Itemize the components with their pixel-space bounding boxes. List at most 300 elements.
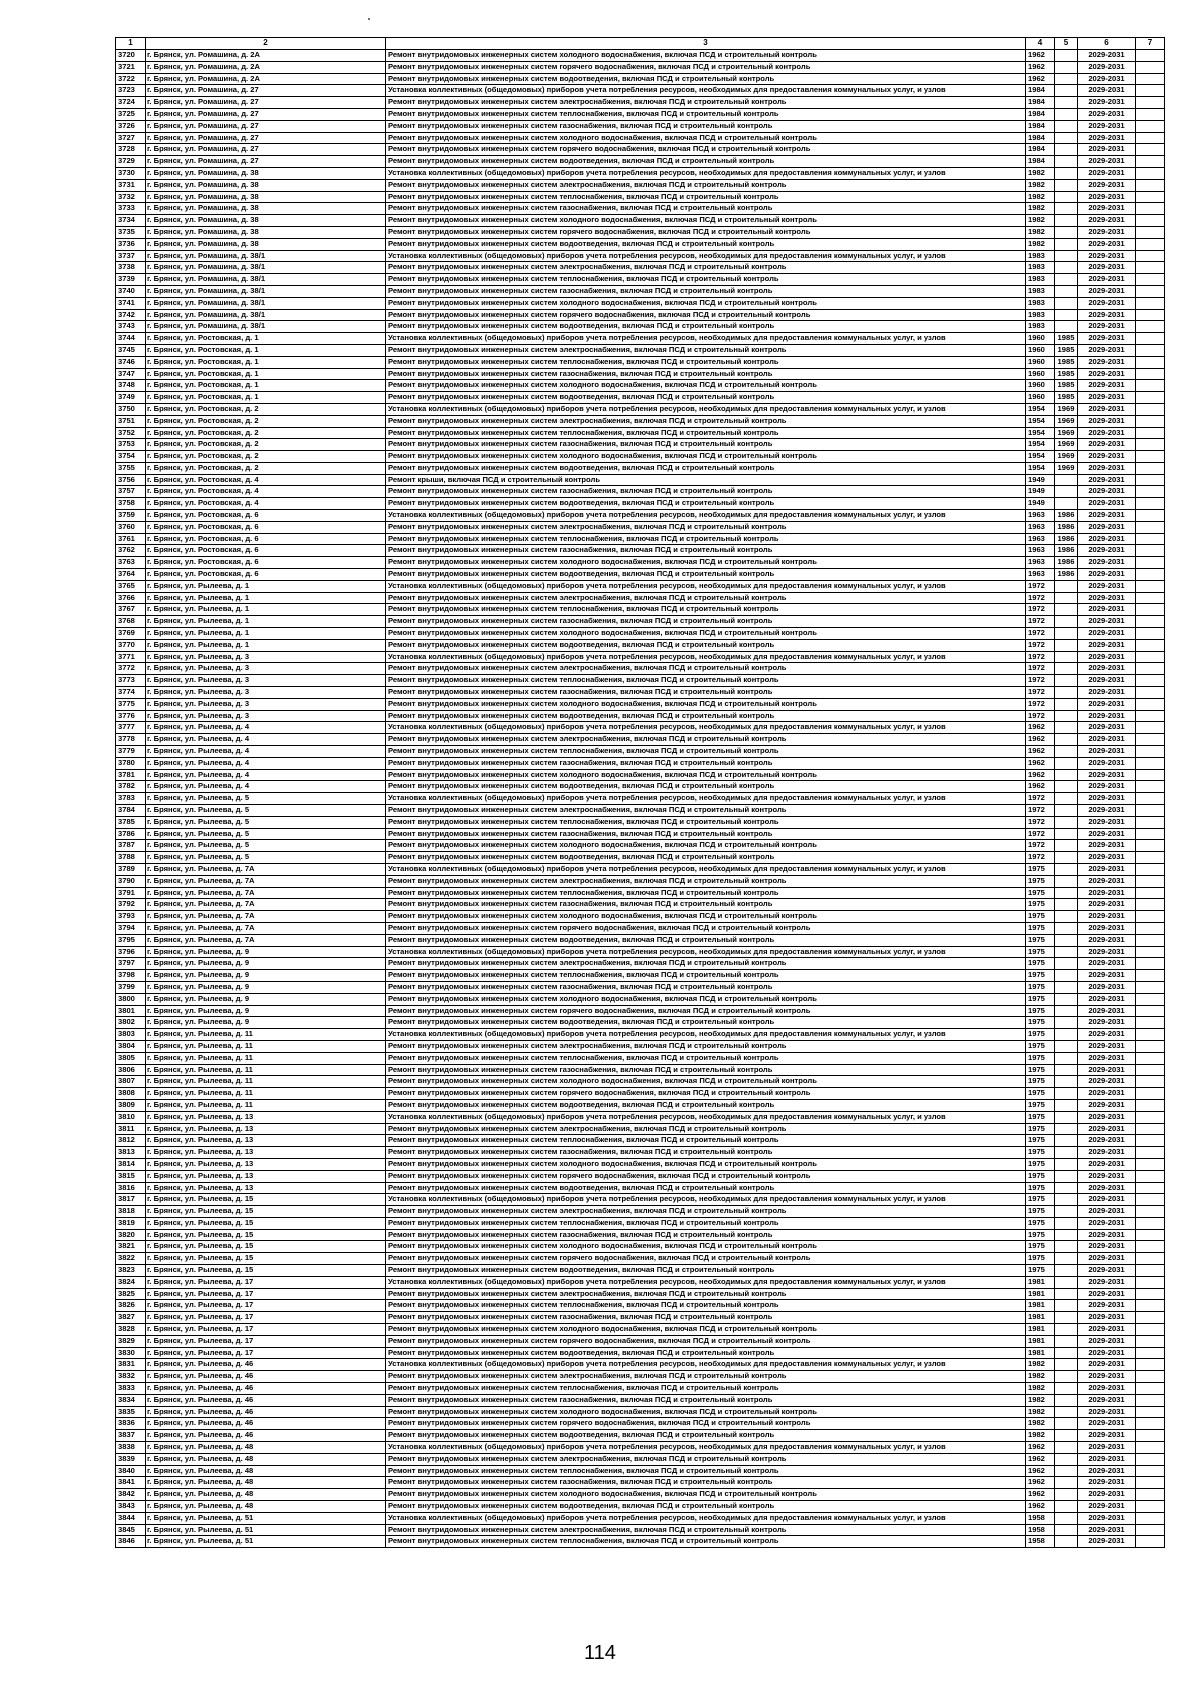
table-cell: 3812	[116, 1135, 146, 1147]
table-cell	[1055, 757, 1078, 769]
table-cell	[1136, 1135, 1165, 1147]
column-header: 5	[1055, 38, 1078, 50]
table-cell: 1972	[1026, 687, 1055, 699]
table-row	[116, 875, 1165, 887]
table-cell	[1136, 1477, 1165, 1489]
table-cell: 1986	[1055, 569, 1078, 581]
table-cell: г. Брянск, ул. Ромашина, д. 38	[146, 191, 386, 203]
table-row	[116, 521, 1165, 533]
table-cell	[1136, 1099, 1165, 1111]
table-cell: 3770	[116, 639, 146, 651]
table-cell: Ремонт внутридомовых инженерных систем горячего водоснабжения, включая ПСД и строительный контроль	[386, 1005, 1026, 1017]
table-cell	[1136, 533, 1165, 545]
table-cell	[1136, 899, 1165, 911]
table-cell: Ремонт внутридомовых инженерных систем холодного водоснабжения, включая ПСД и строительный контроль	[386, 1406, 1026, 1418]
table-cell	[1055, 1477, 1078, 1489]
table-cell	[1136, 816, 1165, 828]
table-row	[116, 533, 1165, 545]
table-cell: 3814	[116, 1158, 146, 1170]
table-cell	[1055, 1501, 1078, 1513]
table-row	[116, 1182, 1165, 1194]
table-cell	[1055, 486, 1078, 498]
table-row	[116, 297, 1165, 309]
table-cell	[1055, 1005, 1078, 1017]
table-cell	[1136, 922, 1165, 934]
table-row	[116, 1052, 1165, 1064]
table-row	[116, 333, 1165, 345]
table-cell: 1982	[1026, 238, 1055, 250]
table-cell: г. Брянск, ул. Рылеева, д. 13	[146, 1170, 386, 1182]
table-cell: 1975	[1026, 1265, 1055, 1277]
table-cell	[1055, 1123, 1078, 1135]
table-cell: 1981	[1026, 1288, 1055, 1300]
table-row	[116, 1194, 1165, 1206]
table-row	[116, 663, 1165, 675]
table-cell	[1136, 1229, 1165, 1241]
table-cell: 3800	[116, 993, 146, 1005]
table-cell: г. Брянск, ул. Ромашина, д. 38/1	[146, 250, 386, 262]
table-cell: Установка коллективных (общедомовых) приборов учета потребления ресурсов, необходимых для предоставления коммунальных услуг, и узлов	[386, 1194, 1026, 1206]
table-cell: 1975	[1026, 1052, 1055, 1064]
table-cell	[1136, 356, 1165, 368]
table-cell: 3720	[116, 50, 146, 62]
table-row	[116, 1453, 1165, 1465]
table-cell: 1985	[1055, 356, 1078, 368]
table-cell: 1972	[1026, 651, 1055, 663]
table-cell	[1136, 981, 1165, 993]
table-cell: г. Брянск, ул. Ростовская, д. 6	[146, 510, 386, 522]
table-cell: 1962	[1026, 769, 1055, 781]
table-cell: 3831	[116, 1359, 146, 1371]
table-cell: г. Брянск, ул. Рылеева, д. 15	[146, 1253, 386, 1265]
table-cell: 2029-2031	[1078, 498, 1136, 510]
table-cell: 1975	[1026, 934, 1055, 946]
table-cell: Ремонт внутридомовых инженерных систем теплоснабжения, включая ПСД и строительный контроль	[386, 1465, 1026, 1477]
table-cell: 2029-2031	[1078, 226, 1136, 238]
table-cell: 2029-2031	[1078, 1099, 1136, 1111]
table-cell: 1984	[1026, 144, 1055, 156]
table-cell: Ремонт внутридомовых инженерных систем холодного водоснабжения, включая ПСД и строительный контроль	[386, 1324, 1026, 1336]
table-cell: г. Брянск, ул. Ромашина, д. 27	[146, 132, 386, 144]
table-cell: 3822	[116, 1253, 146, 1265]
table-cell: 2029-2031	[1078, 840, 1136, 852]
table-cell: 2029-2031	[1078, 120, 1136, 132]
table-row	[116, 120, 1165, 132]
table-row	[116, 50, 1165, 62]
table-cell: Ремонт внутридомовых инженерных систем холодного водоснабжения, включая ПСД и строительный контроль	[386, 215, 1026, 227]
table-cell: 2029-2031	[1078, 73, 1136, 85]
table-cell	[1055, 604, 1078, 616]
table-cell	[1136, 1524, 1165, 1536]
table-cell: Установка коллективных (общедомовых) приборов учета потребления ресурсов, необходимых для предоставления коммунальных услуг, и узлов	[386, 1276, 1026, 1288]
table-cell: 3787	[116, 840, 146, 852]
table-cell	[1055, 816, 1078, 828]
table-row	[116, 805, 1165, 817]
table-cell: г. Брянск, ул. Рылеева, д. 51	[146, 1512, 386, 1524]
table-cell: Ремонт внутридомовых инженерных систем холодного водоснабжения, включая ПСД и строительный контроль	[386, 840, 1026, 852]
table-cell: г. Брянск, ул. Ромашина, д. 38	[146, 215, 386, 227]
table-row	[116, 1158, 1165, 1170]
table-cell: 3839	[116, 1453, 146, 1465]
table-cell: 2029-2031	[1078, 1536, 1136, 1548]
table-cell: г. Брянск, ул. Рылеева, д. 48	[146, 1489, 386, 1501]
table-cell: 3757	[116, 486, 146, 498]
table-cell: 3741	[116, 297, 146, 309]
table-cell: 2029-2031	[1078, 958, 1136, 970]
table-cell: г. Брянск, ул. Рылеева, д. 15	[146, 1206, 386, 1218]
table-cell: 2029-2031	[1078, 1442, 1136, 1454]
table-cell: 1981	[1026, 1324, 1055, 1336]
table-cell	[1055, 805, 1078, 817]
table-row	[116, 734, 1165, 746]
table-cell: 2029-2031	[1078, 1371, 1136, 1383]
table-cell	[1136, 50, 1165, 62]
table-cell	[1055, 238, 1078, 250]
table-row	[116, 1253, 1165, 1265]
table-cell: г. Брянск, ул. Рылеева, д. 46	[146, 1394, 386, 1406]
table-cell	[1136, 238, 1165, 250]
table-cell	[1136, 993, 1165, 1005]
table-cell: г. Брянск, ул. Рылеева, д. 4	[146, 722, 386, 734]
table-cell	[1055, 628, 1078, 640]
table-cell: 3771	[116, 651, 146, 663]
table-cell	[1055, 958, 1078, 970]
table-cell: 2029-2031	[1078, 486, 1136, 498]
table-cell: 1975	[1026, 1194, 1055, 1206]
table-cell: г. Брянск, ул. Ростовская, д. 4	[146, 486, 386, 498]
table-cell	[1055, 1099, 1078, 1111]
table-cell: 2029-2031	[1078, 1406, 1136, 1418]
table-cell	[1055, 911, 1078, 923]
table-row	[116, 1135, 1165, 1147]
table-row	[116, 486, 1165, 498]
table-cell	[1136, 946, 1165, 958]
table-cell: 2029-2031	[1078, 1324, 1136, 1336]
table-row	[116, 1276, 1165, 1288]
table-cell	[1055, 793, 1078, 805]
table-cell: 1958	[1026, 1536, 1055, 1548]
table-cell: г. Брянск, ул. Рылеева, д. 46	[146, 1406, 386, 1418]
table-cell: Ремонт внутридомовых инженерных систем водоотведения, включая ПСД и строительный контроль	[386, 156, 1026, 168]
table-row	[116, 321, 1165, 333]
table-cell: 1982	[1026, 203, 1055, 215]
table-cell: г. Брянск, ул. Ростовская, д. 1	[146, 392, 386, 404]
column-header: 3	[386, 38, 1026, 50]
table-cell	[1055, 687, 1078, 699]
table-row	[116, 1229, 1165, 1241]
table-cell	[1136, 781, 1165, 793]
table-cell	[1136, 498, 1165, 510]
table-cell: 1962	[1026, 746, 1055, 758]
table-row	[116, 1064, 1165, 1076]
table-cell	[1055, 498, 1078, 510]
table-cell: г. Брянск, ул. Рылеева, д. 7А	[146, 911, 386, 923]
table-cell: 1985	[1055, 344, 1078, 356]
table-cell: 1972	[1026, 592, 1055, 604]
table-cell: 3745	[116, 344, 146, 356]
table-cell: 1982	[1026, 191, 1055, 203]
table-cell: 1954	[1026, 451, 1055, 463]
table-cell: 3767	[116, 604, 146, 616]
table-cell	[1136, 734, 1165, 746]
table-row	[116, 1359, 1165, 1371]
table-cell: г. Брянск, ул. Рылеева, д. 17	[146, 1335, 386, 1347]
table-cell	[1136, 1324, 1165, 1336]
table-cell: Ремонт внутридомовых инженерных систем теплоснабжения, включая ПСД и строительный контроль	[386, 887, 1026, 899]
table-cell: г. Брянск, ул. Рылеева, д. 5	[146, 828, 386, 840]
table-cell: 3751	[116, 415, 146, 427]
table-cell: г. Брянск, ул. Рылеева, д. 9	[146, 1017, 386, 1029]
column-header: 4	[1026, 38, 1055, 50]
table-cell: 2029-2031	[1078, 604, 1136, 616]
table-cell	[1055, 1430, 1078, 1442]
table-cell: Ремонт внутридомовых инженерных систем электроснабжения, включая ПСД и строительный контроль	[386, 1288, 1026, 1300]
table-cell: 3827	[116, 1312, 146, 1324]
table-cell: 2029-2031	[1078, 580, 1136, 592]
table-cell: г. Брянск, ул. Рылеева, д. 1	[146, 580, 386, 592]
table-cell: 1972	[1026, 852, 1055, 864]
table-cell: г. Брянск, ул. Рылеева, д. 17	[146, 1312, 386, 1324]
table-cell	[1055, 191, 1078, 203]
table-cell: 2029-2031	[1078, 663, 1136, 675]
table-cell: 1972	[1026, 710, 1055, 722]
table-cell: 1975	[1026, 1111, 1055, 1123]
table-cell: 3756	[116, 474, 146, 486]
table-cell: 2029-2031	[1078, 651, 1136, 663]
table-cell: Ремонт внутридомовых инженерных систем водоотведения, включая ПСД и строительный контроль	[386, 1182, 1026, 1194]
table-cell: 2029-2031	[1078, 1017, 1136, 1029]
table-row	[116, 285, 1165, 297]
table-cell	[1136, 934, 1165, 946]
table-cell: г. Брянск, ул. Рылеева, д. 1	[146, 639, 386, 651]
table-cell: Ремонт внутридомовых инженерных систем водоотведения, включая ПСД и строительный контроль	[386, 1501, 1026, 1513]
table-cell: 3781	[116, 769, 146, 781]
table-cell: 1986	[1055, 510, 1078, 522]
table-cell	[1136, 958, 1165, 970]
table-cell: 1954	[1026, 462, 1055, 474]
table-cell	[1055, 1300, 1078, 1312]
table-cell: 1982	[1026, 215, 1055, 227]
table-row	[116, 250, 1165, 262]
table-cell: 3733	[116, 203, 146, 215]
table-row	[116, 439, 1165, 451]
table-cell: 3768	[116, 616, 146, 628]
table-cell: 3818	[116, 1206, 146, 1218]
table-cell	[1055, 203, 1078, 215]
table-cell: 2029-2031	[1078, 61, 1136, 73]
table-cell: 1981	[1026, 1335, 1055, 1347]
table-cell: 2029-2031	[1078, 132, 1136, 144]
table-cell: 2029-2031	[1078, 781, 1136, 793]
table-cell: 3825	[116, 1288, 146, 1300]
table-cell: Ремонт внутридомовых инженерных систем водоотведения, включая ПСД и строительный контроль	[386, 1017, 1026, 1029]
table-cell: г. Брянск, ул. Рылеева, д. 13	[146, 1182, 386, 1194]
table-cell: Ремонт внутридомовых инженерных систем газоснабжения, включая ПСД и строительный контроль	[386, 1064, 1026, 1076]
table-row	[116, 1206, 1165, 1218]
table-row	[116, 97, 1165, 109]
table-cell: г. Брянск, ул. Рылеева, д. 51	[146, 1524, 386, 1536]
table-cell	[1136, 1088, 1165, 1100]
table-cell: 2029-2031	[1078, 144, 1136, 156]
table-cell	[1136, 710, 1165, 722]
table-cell: 2029-2031	[1078, 616, 1136, 628]
table-cell	[1136, 274, 1165, 286]
table-row	[116, 604, 1165, 616]
table-cell	[1055, 1276, 1078, 1288]
table-cell: 2029-2031	[1078, 639, 1136, 651]
table-row	[116, 722, 1165, 734]
table-cell: 1975	[1026, 887, 1055, 899]
table-cell	[1136, 474, 1165, 486]
table-cell: г. Брянск, ул. Рылеева, д. 46	[146, 1430, 386, 1442]
table-cell: 2029-2031	[1078, 1147, 1136, 1159]
table-cell	[1136, 1170, 1165, 1182]
table-cell	[1136, 1111, 1165, 1123]
table-cell: 1981	[1026, 1276, 1055, 1288]
table-row	[116, 1394, 1165, 1406]
table-cell: Установка коллективных (общедомовых) приборов учета потребления ресурсов, необходимых для предоставления коммунальных услуг, и узлов	[386, 946, 1026, 958]
table-cell: г. Брянск, ул. Рылеева, д. 11	[146, 1052, 386, 1064]
table-cell: г. Брянск, ул. Ростовская, д. 4	[146, 474, 386, 486]
table-cell	[1136, 1347, 1165, 1359]
table-cell	[1136, 1453, 1165, 1465]
table-cell: 3802	[116, 1017, 146, 1029]
table-cell: 3811	[116, 1123, 146, 1135]
table-cell: Ремонт внутридомовых инженерных систем водоотведения, включая ПСД и строительный контроль	[386, 321, 1026, 333]
table-cell: 1954	[1026, 427, 1055, 439]
table-cell: Ремонт внутридомовых инженерных систем водоотведения, включая ПСД и строительный контроль	[386, 710, 1026, 722]
table-cell: Ремонт внутридомовых инженерных систем газоснабжения, включая ПСД и строительный контроль	[386, 368, 1026, 380]
table-row	[116, 427, 1165, 439]
table-cell: 2029-2031	[1078, 922, 1136, 934]
table-cell: 1969	[1055, 462, 1078, 474]
table-cell: 1982	[1026, 1371, 1055, 1383]
table-row	[116, 1040, 1165, 1052]
table-cell	[1055, 1489, 1078, 1501]
table-cell	[1136, 911, 1165, 923]
table-cell: 1975	[1026, 1182, 1055, 1194]
table-row	[116, 1217, 1165, 1229]
table-row	[116, 61, 1165, 73]
table-cell: 3754	[116, 451, 146, 463]
table-cell: 1975	[1026, 1076, 1055, 1088]
table-cell	[1055, 1442, 1078, 1454]
table-cell: Ремонт внутридомовых инженерных систем горячего водоснабжения, включая ПСД и строительный контроль	[386, 1335, 1026, 1347]
table-cell	[1055, 1418, 1078, 1430]
table-cell: 3821	[116, 1241, 146, 1253]
table-cell	[1136, 297, 1165, 309]
table-cell	[1136, 1406, 1165, 1418]
table-cell: 1975	[1026, 1064, 1055, 1076]
table-row	[116, 592, 1165, 604]
table-row	[116, 238, 1165, 250]
table-cell: г. Брянск, ул. Рылеева, д. 9	[146, 981, 386, 993]
table-cell: г. Брянск, ул. Рылеева, д. 7А	[146, 863, 386, 875]
table-cell: 3761	[116, 533, 146, 545]
table-cell	[1136, 746, 1165, 758]
table-cell: Ремонт внутридомовых инженерных систем холодного водоснабжения, включая ПСД и строительный контроль	[386, 769, 1026, 781]
table-cell	[1055, 993, 1078, 1005]
table-cell: 3790	[116, 875, 146, 887]
table-cell	[1136, 616, 1165, 628]
table-row	[116, 1442, 1165, 1454]
table-cell: Ремонт внутридомовых инженерных систем электроснабжения, включая ПСД и строительный контроль	[386, 262, 1026, 274]
table-cell: 1975	[1026, 1158, 1055, 1170]
table-cell: г. Брянск, ул. Ростовская, д. 1	[146, 380, 386, 392]
table-cell: 1962	[1026, 1442, 1055, 1454]
table-row	[116, 85, 1165, 97]
table-cell	[1055, 85, 1078, 97]
table-cell: 1975	[1026, 922, 1055, 934]
table-cell: г. Брянск, ул. Рылеева, д. 7А	[146, 875, 386, 887]
table-cell: Ремонт внутридомовых инженерных систем водоотведения, включая ПСД и строительный контроль	[386, 1430, 1026, 1442]
table-row	[116, 922, 1165, 934]
table-cell: 1963	[1026, 533, 1055, 545]
table-cell: 2029-2031	[1078, 1465, 1136, 1477]
table-cell: 2029-2031	[1078, 628, 1136, 640]
table-cell: г. Брянск, ул. Рылеева, д. 48	[146, 1442, 386, 1454]
table-cell	[1136, 970, 1165, 982]
table-cell: Ремонт внутридомовых инженерных систем холодного водоснабжения, включая ПСД и строительный контроль	[386, 628, 1026, 640]
table-cell: Установка коллективных (общедомовых) приборов учета потребления ресурсов, необходимых для предоставления коммунальных услуг, и узлов	[386, 1359, 1026, 1371]
table-cell: 1972	[1026, 816, 1055, 828]
table-cell	[1055, 61, 1078, 73]
table-cell: 3732	[116, 191, 146, 203]
table-cell: Ремонт внутридомовых инженерных систем газоснабжения, включая ПСД и строительный контроль	[386, 1229, 1026, 1241]
table-cell: Ремонт внутридомовых инженерных систем электроснабжения, включая ПСД и строительный контроль	[386, 875, 1026, 887]
table-cell: 2029-2031	[1078, 592, 1136, 604]
table-cell: 1982	[1026, 1394, 1055, 1406]
table-cell	[1055, 250, 1078, 262]
table-cell: Установка коллективных (общедомовых) приборов учета потребления ресурсов, необходимых для предоставления коммунальных услуг, и узлов	[386, 403, 1026, 415]
table-cell	[1055, 1406, 1078, 1418]
table-cell: Ремонт внутридомовых инженерных систем газоснабжения, включая ПСД и строительный контроль	[386, 1147, 1026, 1159]
table-cell: 1975	[1026, 1170, 1055, 1182]
table-cell	[1055, 1135, 1078, 1147]
table-cell: 1960	[1026, 344, 1055, 356]
table-cell: 3830	[116, 1347, 146, 1359]
table-cell	[1055, 144, 1078, 156]
table-cell	[1136, 333, 1165, 345]
table-cell: Ремонт внутридомовых инженерных систем теплоснабжения, включая ПСД и строительный контроль	[386, 816, 1026, 828]
table-cell	[1136, 439, 1165, 451]
table-cell	[1055, 734, 1078, 746]
table-cell: г. Брянск, ул. Ромашина, д. 2А	[146, 73, 386, 85]
table-cell: 1975	[1026, 993, 1055, 1005]
page-number: 114	[584, 1642, 616, 1664]
table-cell: г. Брянск, ул. Рылеева, д. 5	[146, 816, 386, 828]
table-cell: 1975	[1026, 1135, 1055, 1147]
table-cell: Ремонт внутридомовых инженерных систем холодного водоснабжения, включая ПСД и строительный контроль	[386, 1489, 1026, 1501]
table-cell: 1975	[1026, 958, 1055, 970]
table-cell: г. Брянск, ул. Ромашина, д. 38	[146, 238, 386, 250]
table-cell: 2029-2031	[1078, 50, 1136, 62]
table-cell: 3824	[116, 1276, 146, 1288]
table-cell: 1984	[1026, 120, 1055, 132]
table-cell: Ремонт внутридомовых инженерных систем электроснабжения, включая ПСД и строительный контроль	[386, 415, 1026, 427]
table-cell: 3750	[116, 403, 146, 415]
table-cell: Ремонт внутридомовых инженерных систем теплоснабжения, включая ПСД и строительный контроль	[386, 108, 1026, 120]
table-cell: Ремонт внутридомовых инженерных систем теплоснабжения, включая ПСД и строительный контроль	[386, 746, 1026, 758]
table-cell: 3755	[116, 462, 146, 474]
table-cell: 1969	[1055, 403, 1078, 415]
table-cell: г. Брянск, ул. Ромашина, д. 27	[146, 144, 386, 156]
table-cell: 1985	[1055, 368, 1078, 380]
table-cell	[1055, 580, 1078, 592]
table-cell	[1136, 875, 1165, 887]
table-cell: 3806	[116, 1064, 146, 1076]
table-row	[116, 1123, 1165, 1135]
